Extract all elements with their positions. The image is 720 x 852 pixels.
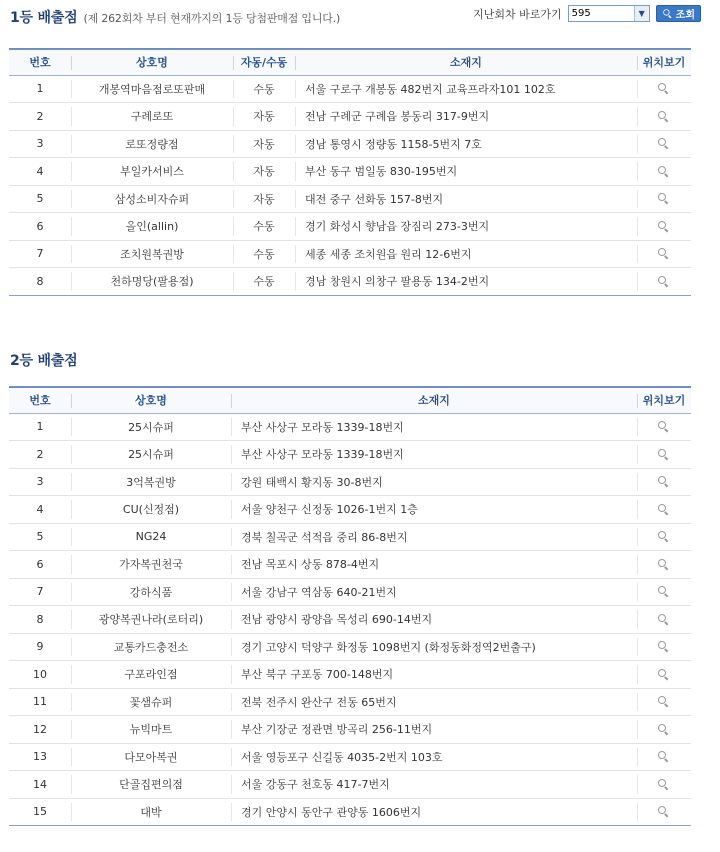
selection-type: 수동 xyxy=(233,213,295,241)
table-row xyxy=(9,743,691,771)
magnifier-icon[interactable] xyxy=(658,449,670,461)
store-address: 부산 사상구 모라동 1339-18번지 xyxy=(231,413,637,441)
location-cell[interactable] xyxy=(637,606,691,634)
store-name: 단골집편의점 xyxy=(71,771,231,799)
store-name: 개봉역마음점로또판매 xyxy=(71,75,233,103)
col-header-address: 소재지 xyxy=(231,387,637,413)
row-number: 7 xyxy=(9,240,71,268)
magnifier-icon[interactable] xyxy=(658,751,670,763)
magnifier-icon[interactable] xyxy=(658,504,670,516)
table-row xyxy=(9,578,691,606)
store-address: 경북 칠곡군 석적읍 중리 86-8번지 xyxy=(231,523,637,551)
row-number: 5 xyxy=(9,185,71,213)
store-address: 전남 광양시 광양읍 목성리 690-14번지 xyxy=(231,606,637,634)
section1-subtitle: (제 262회차 부터 현재까지의 1등 당첨판매점 입니다.) xyxy=(83,12,341,25)
magnifier-icon[interactable] xyxy=(658,696,670,708)
selection-type: 수동 xyxy=(233,240,295,268)
row-number: 3 xyxy=(9,468,71,496)
table-row xyxy=(9,185,691,213)
row-number: 11 xyxy=(9,688,71,716)
store-address: 서울 양천구 신정동 1026-1번지 1층 xyxy=(231,496,637,524)
row-number: 2 xyxy=(9,103,71,131)
magnifier-icon[interactable] xyxy=(658,779,670,791)
location-cell[interactable] xyxy=(637,496,691,524)
store-name: 로또정량점 xyxy=(71,130,233,158)
store-address: 부산 기장군 정관면 방곡리 256-11번지 xyxy=(231,716,637,744)
store-address: 경기 안양시 동안구 관양동 1606번지 xyxy=(231,798,637,826)
col-header-no: 번호 xyxy=(9,49,71,75)
store-address: 서울 강동구 천호동 417-7번지 xyxy=(231,771,637,799)
location-cell[interactable] xyxy=(637,413,691,441)
location-cell[interactable] xyxy=(637,633,691,661)
table-row xyxy=(9,268,691,296)
location-cell[interactable] xyxy=(637,688,691,716)
selection-type: 수동 xyxy=(233,268,295,296)
store-address: 강원 태백시 황지동 30-8번지 xyxy=(231,468,637,496)
store-name: 강하식품 xyxy=(71,578,231,606)
store-address: 부산 동구 범일동 830-195번지 xyxy=(295,158,637,186)
store-name: NG24 xyxy=(71,523,231,551)
table-row xyxy=(9,496,691,524)
location-cell[interactable] xyxy=(637,798,691,826)
store-name: 올인(allin) xyxy=(71,213,233,241)
table-row xyxy=(9,798,691,826)
row-number: 12 xyxy=(9,716,71,744)
magnifier-icon[interactable] xyxy=(658,111,670,123)
store-address: 부산 사상구 모라동 1339-18번지 xyxy=(231,441,637,469)
col-header-store: 상호명 xyxy=(71,49,233,75)
store-name: 다모아복권 xyxy=(71,743,231,771)
table-header-row xyxy=(9,49,691,75)
magnifier-icon[interactable] xyxy=(658,276,670,288)
row-number: 13 xyxy=(9,743,71,771)
table-row xyxy=(9,441,691,469)
col-header-no: 번호 xyxy=(9,387,71,413)
selection-type: 자동 xyxy=(233,185,295,213)
store-name: 광양복권나라(로터리) xyxy=(71,606,231,634)
store-address: 경남 창원시 의창구 팔용동 134-2번지 xyxy=(295,268,637,296)
selection-type: 자동 xyxy=(233,103,295,131)
table-row xyxy=(9,688,691,716)
store-name: CU(신정점) xyxy=(71,496,231,524)
table-header-row xyxy=(9,387,691,413)
selection-type: 자동 xyxy=(233,130,295,158)
magnifier-icon[interactable] xyxy=(658,586,670,598)
table-row xyxy=(9,523,691,551)
magnifier-icon[interactable] xyxy=(658,806,670,818)
round-select-value: 595 xyxy=(571,8,591,19)
table-row xyxy=(9,413,691,441)
store-name: 조치원복권방 xyxy=(71,240,233,268)
store-address: 세종 세종 조치원읍 원리 12-6번지 xyxy=(295,240,637,268)
magnifier-icon[interactable] xyxy=(658,138,670,150)
row-number: 6 xyxy=(9,213,71,241)
store-address: 경기 화성시 향남읍 장짐리 273-3번지 xyxy=(295,213,637,241)
section1-title: 1등 배출점 xyxy=(10,10,78,26)
round-navigator xyxy=(473,5,701,22)
location-cell[interactable] xyxy=(637,441,691,469)
store-name: 꽃샘슈퍼 xyxy=(71,688,231,716)
chevron-down-icon[interactable]: ▼ xyxy=(634,6,649,21)
first-prize-table xyxy=(9,48,691,296)
row-number: 9 xyxy=(9,633,71,661)
store-name: 천하명당(팔용점) xyxy=(71,268,233,296)
table-row xyxy=(9,213,691,241)
magnifier-icon[interactable] xyxy=(658,421,670,433)
location-cell[interactable] xyxy=(637,716,691,744)
search-icon xyxy=(663,9,673,19)
selection-type: 수동 xyxy=(233,75,295,103)
row-number: 8 xyxy=(9,606,71,634)
magnifier-icon[interactable] xyxy=(658,669,670,681)
col-header-type: 자동/수동 xyxy=(233,49,295,75)
store-name: 25시슈퍼 xyxy=(71,441,231,469)
location-cell[interactable] xyxy=(637,213,691,241)
store-address: 경남 통영시 정량동 1158-5번지 7호 xyxy=(295,130,637,158)
store-name: 삼성소비자슈퍼 xyxy=(71,185,233,213)
magnifier-icon[interactable] xyxy=(658,248,670,260)
col-header-address: 소재지 xyxy=(295,49,637,75)
section2-title: 2등 배출점 xyxy=(10,353,78,369)
row-number: 4 xyxy=(9,496,71,524)
section2-heading xyxy=(10,350,78,370)
location-cell[interactable] xyxy=(637,268,691,296)
store-address: 전남 구례군 구례읍 봉동리 317-9번지 xyxy=(295,103,637,131)
location-cell[interactable] xyxy=(637,185,691,213)
second-prize-table xyxy=(9,386,691,826)
table-row xyxy=(9,633,691,661)
location-cell[interactable] xyxy=(637,743,691,771)
table-row xyxy=(9,771,691,799)
table-row xyxy=(9,468,691,496)
col-header-location: 위치보기 xyxy=(637,387,691,413)
row-number: 15 xyxy=(9,798,71,826)
store-name: 뉴빅마트 xyxy=(71,716,231,744)
location-cell[interactable] xyxy=(637,661,691,689)
location-cell[interactable] xyxy=(637,103,691,131)
location-cell[interactable] xyxy=(637,130,691,158)
search-button-label: 조회 xyxy=(675,10,695,21)
row-number: 2 xyxy=(9,441,71,469)
store-address: 서울 강남구 역삼동 640-21번지 xyxy=(231,578,637,606)
row-number: 3 xyxy=(9,130,71,158)
magnifier-icon[interactable] xyxy=(658,221,670,233)
table-row xyxy=(9,103,691,131)
location-cell[interactable] xyxy=(637,240,691,268)
table-row xyxy=(9,661,691,689)
store-address: 전북 전주시 완산구 전동 65번지 xyxy=(231,688,637,716)
col-header-location: 위치보기 xyxy=(637,49,691,75)
row-number: 6 xyxy=(9,551,71,579)
row-number: 10 xyxy=(9,661,71,689)
row-number: 8 xyxy=(9,268,71,296)
magnifier-icon[interactable] xyxy=(658,641,670,653)
location-cell[interactable] xyxy=(637,158,691,186)
store-name: 가자복권천국 xyxy=(71,551,231,579)
round-select[interactable] xyxy=(568,5,650,22)
magnifier-icon[interactable] xyxy=(658,559,670,571)
search-button[interactable] xyxy=(656,5,701,22)
row-number: 1 xyxy=(9,413,71,441)
store-address: 서울 구로구 개봉동 482번지 교육프라자101 102호 xyxy=(295,75,637,103)
location-cell[interactable] xyxy=(637,75,691,103)
store-address: 부산 북구 구포동 700-148번지 xyxy=(231,661,637,689)
store-address: 전남 목포시 상동 878-4번지 xyxy=(231,551,637,579)
selection-type: 자동 xyxy=(233,158,295,186)
table-row xyxy=(9,551,691,579)
location-cell[interactable] xyxy=(637,468,691,496)
magnifier-icon[interactable] xyxy=(658,724,670,736)
store-name: 구포라인점 xyxy=(71,661,231,689)
location-cell[interactable] xyxy=(637,551,691,579)
magnifier-icon[interactable] xyxy=(658,193,670,205)
col-header-store: 상호명 xyxy=(71,387,231,413)
store-name: 구례로또 xyxy=(71,103,233,131)
store-name: 부일카서비스 xyxy=(71,158,233,186)
store-name: 대박 xyxy=(71,798,231,826)
table-row xyxy=(9,240,691,268)
table-row xyxy=(9,75,691,103)
magnifier-icon[interactable] xyxy=(658,83,670,95)
magnifier-icon[interactable] xyxy=(658,531,670,543)
location-cell[interactable] xyxy=(637,523,691,551)
location-cell[interactable] xyxy=(637,771,691,799)
magnifier-icon[interactable] xyxy=(658,166,670,178)
table-row xyxy=(9,606,691,634)
store-name: 3억복권방 xyxy=(71,468,231,496)
magnifier-icon[interactable] xyxy=(658,614,670,626)
row-number: 14 xyxy=(9,771,71,799)
location-cell[interactable] xyxy=(637,578,691,606)
round-nav-label: 지난회차 바로가기 xyxy=(473,7,562,21)
table-row xyxy=(9,716,691,744)
store-name: 25시슈퍼 xyxy=(71,413,231,441)
section1-heading xyxy=(10,7,340,27)
row-number: 1 xyxy=(9,75,71,103)
table-row xyxy=(9,130,691,158)
store-address: 서울 영등포구 신길동 4035-2번지 103호 xyxy=(231,743,637,771)
store-address: 대전 중구 선화동 157-8번지 xyxy=(295,185,637,213)
row-number: 5 xyxy=(9,523,71,551)
table-row xyxy=(9,158,691,186)
row-number: 7 xyxy=(9,578,71,606)
store-address: 경기 고양시 덕양구 화정동 1098번지 (화정동화정역2번출구) xyxy=(231,633,637,661)
magnifier-icon[interactable] xyxy=(658,476,670,488)
row-number: 4 xyxy=(9,158,71,186)
store-name: 교통카드충전소 xyxy=(71,633,231,661)
